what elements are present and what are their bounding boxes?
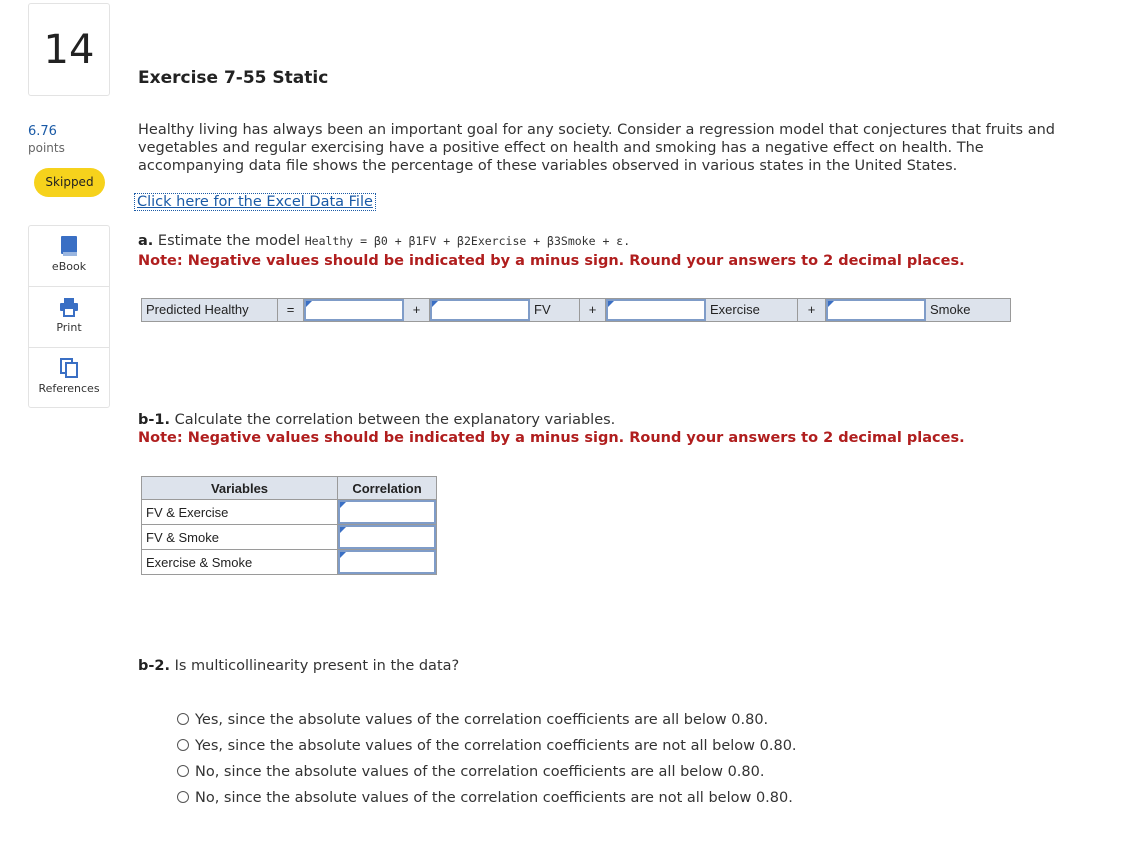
smoke-label: Smoke <box>926 299 1010 321</box>
correlation-header: Correlation <box>338 477 437 500</box>
multicollinearity-options <box>177 710 797 814</box>
table-row <box>142 500 437 525</box>
option-text: Yes, since the absolute values of the correlation coefficients are all below 0.80. <box>195 712 769 728</box>
correlation-input[interactable] <box>338 525 437 550</box>
plus-sign: + <box>580 299 606 321</box>
exercise-label: Exercise <box>706 299 798 321</box>
correlation-table <box>141 476 437 575</box>
option-text: No, since the absolute values of the correlation coefficients are not all below 0.80. <box>195 790 793 806</box>
print-button[interactable] <box>29 287 109 348</box>
equals-sign: = <box>278 299 304 321</box>
part-a-label: a. <box>138 233 154 249</box>
tools-panel <box>28 225 110 408</box>
printer-icon <box>58 296 80 318</box>
question-number: 14 <box>28 3 110 96</box>
radio-button[interactable] <box>177 739 189 751</box>
table-row <box>142 525 437 550</box>
ebook-label: eBook <box>51 260 87 273</box>
option-item[interactable] <box>177 788 797 814</box>
radio-button[interactable] <box>177 713 189 725</box>
model-equation: Healthy = β0 + β1FV + β2Exercise + β3Smoke + ε. <box>304 234 631 248</box>
points-label: points <box>28 141 65 155</box>
exercise-coef-input[interactable] <box>606 299 706 321</box>
part-b1-label: b-1. <box>138 412 170 428</box>
option-text: Yes, since the absolute values of the correlation coefficients are not all below 0.80. <box>195 738 797 754</box>
points-value: 6.76 <box>28 124 57 139</box>
option-item[interactable] <box>177 736 797 762</box>
part-b1-text: Calculate the correlation between the explanatory variables. <box>174 412 616 428</box>
table-row <box>142 550 437 575</box>
correlation-input[interactable] <box>338 500 437 525</box>
book-icon <box>60 235 78 257</box>
fv-label: FV <box>530 299 580 321</box>
row-label: FV & Smoke <box>142 525 338 550</box>
fv-coef-input[interactable] <box>430 299 530 321</box>
part-a-note: Note: Negative values should be indicated by a minus sign. Round your answers to 2 decimal places. <box>138 253 965 269</box>
regression-equation-row <box>141 298 1011 322</box>
part-b2-text: Is multicollinearity present in the data? <box>174 658 460 674</box>
radio-button[interactable] <box>177 791 189 803</box>
copy-icon <box>59 357 79 379</box>
plus-sign: + <box>798 299 826 321</box>
references-label: References <box>38 382 100 395</box>
references-button[interactable] <box>29 348 109 409</box>
part-a-prompt <box>138 233 630 249</box>
predicted-healthy-label: Predicted Healthy <box>142 299 278 321</box>
part-b2-prompt <box>138 658 459 674</box>
row-label: FV & Exercise <box>142 500 338 525</box>
points-display <box>28 124 65 156</box>
exercise-intro: Healthy living has always been an important goal for any society. Consider a regression model that conjectures that fruits and vegetables and regular exercising have a positive effect on health and smoking has a negative effect on health. The accompanying data file shows the percentage of these variables observed in various states in the United States. <box>138 122 1056 174</box>
part-b1-prompt <box>138 412 615 428</box>
part-b1-note: Note: Negative values should be indicated by a minus sign. Round your answers to 2 decimal places. <box>138 430 965 446</box>
exercise-title: Exercise 7-55 Static <box>138 68 329 88</box>
status-badge: Skipped <box>34 168 105 197</box>
intercept-input[interactable] <box>304 299 404 321</box>
smoke-coef-input[interactable] <box>826 299 926 321</box>
excel-data-link[interactable]: Click here for the Excel Data File <box>137 194 373 210</box>
part-a-text: Estimate the model <box>157 233 301 249</box>
correlation-input[interactable] <box>338 550 437 575</box>
print-label: Print <box>56 321 82 334</box>
table-header-row <box>142 477 437 500</box>
row-label: Exercise & Smoke <box>142 550 338 575</box>
option-item[interactable] <box>177 762 797 788</box>
part-b2-label: b-2. <box>138 658 170 674</box>
option-item[interactable] <box>177 710 797 736</box>
ebook-button[interactable] <box>29 226 109 287</box>
variables-header: Variables <box>142 477 338 500</box>
option-text: No, since the absolute values of the correlation coefficients are all below 0.80. <box>195 764 765 780</box>
radio-button[interactable] <box>177 765 189 777</box>
plus-sign: + <box>404 299 430 321</box>
